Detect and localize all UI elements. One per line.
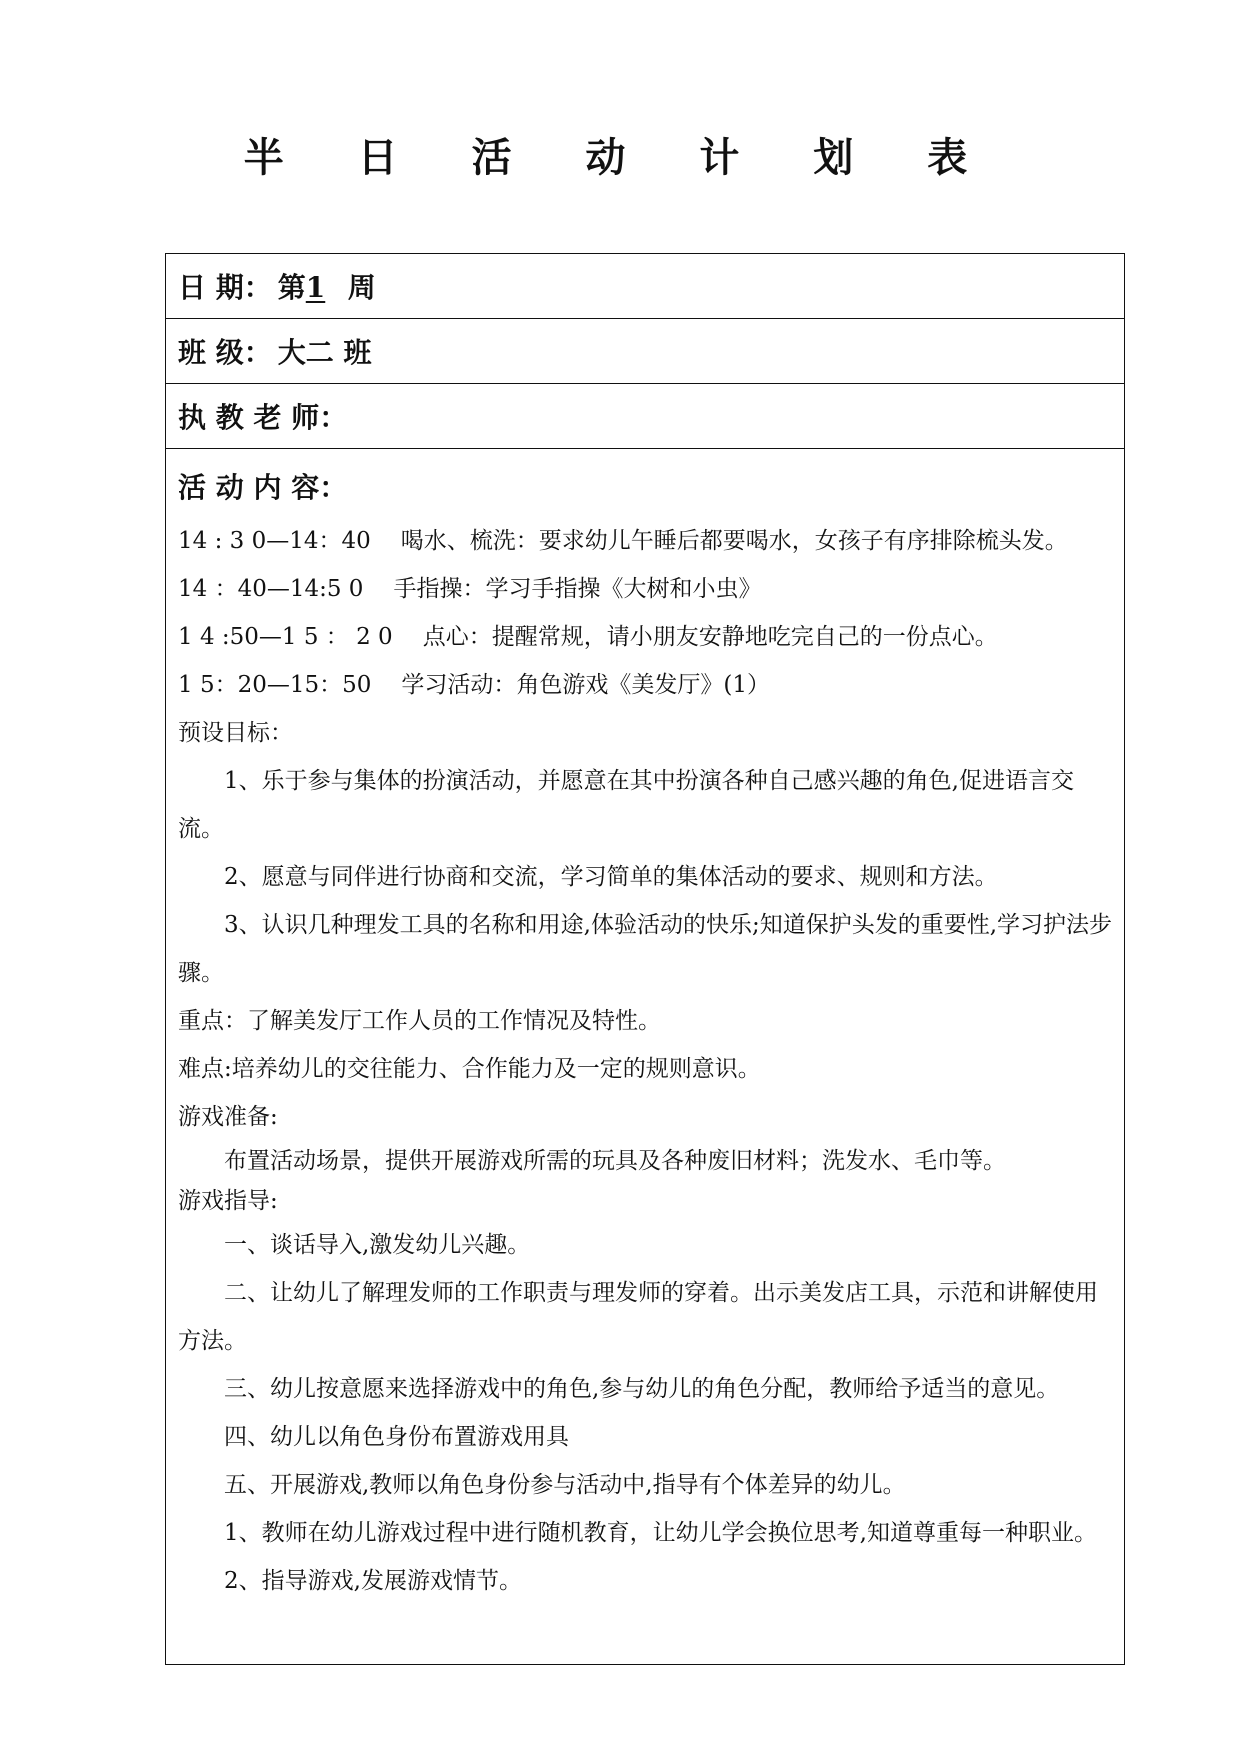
date-suffix: 周 <box>347 271 376 304</box>
plan-table <box>165 253 1125 1665</box>
content-heading: 活 动 内 容： <box>178 471 348 504</box>
goal-item: 3、认识几种理发工具的名称和用途,体验活动的快乐;知道保护头发的重要性,学习护法步骤。 <box>178 912 1113 986</box>
prep-text: 布置活动场景，提供开展游戏所需的玩具及各种废旧材料；洗发水、毛巾等。 <box>224 1148 1006 1174</box>
teacher-row <box>166 384 1124 449</box>
class-row <box>166 319 1124 384</box>
schedule-text: 喝水、梳洗：要求幼儿午睡后都要喝水，女孩子有序排除梳头发。 <box>400 528 1068 554</box>
page-title: 半 日 活 动 计 划 表 <box>243 134 998 181</box>
teacher-label: 执 教 老 师： <box>178 401 348 434</box>
schedule-time: 14 : 3 0—14：40 <box>178 528 371 554</box>
schedule-item <box>178 565 1112 613</box>
guide-item: 2、指导游戏,发展游戏情节。 <box>224 1568 522 1594</box>
date-prefix: 第 <box>277 271 306 304</box>
guide-item: 五、开展游戏,教师以角色身份参与活动中,指导有个体差异的幼儿。 <box>224 1472 906 1498</box>
guide-item: 二、让幼儿了解理发师的工作职责与理发师的穿着。出示美发店工具，示范和讲解使用方法。 <box>178 1280 1098 1354</box>
schedule-time: 1 4 :50—1 5 ： 2 0 <box>178 624 393 650</box>
goal-item: 2、愿意与同伴进行协商和交流，学习简单的集体活动的要求、规则和方法。 <box>224 864 998 890</box>
activity-content <box>166 449 1124 1664</box>
guide-item: 一、谈话导入,激发幼儿兴趣。 <box>224 1232 531 1258</box>
guide-label: 游戏指导: <box>178 1188 278 1214</box>
class-label: 班 级： <box>178 336 272 369</box>
guide-item: 四、幼儿以角色身份布置游戏用具 <box>224 1424 569 1450</box>
class-value: 大二 班 <box>277 336 372 369</box>
prep-label: 游戏准备: <box>178 1104 278 1130</box>
schedule-item <box>178 517 1112 565</box>
date-value <box>278 266 376 306</box>
date-label: 日 期： <box>178 271 272 304</box>
schedule-time: 14 ：40—14:5 0 <box>178 576 364 602</box>
goals-label: 预设目标： <box>178 720 293 746</box>
guide-item: 三、幼儿按意愿来选择游戏中的角色,参与幼儿的角色分配，教师给予适当的意见。 <box>224 1376 1060 1402</box>
schedule-text: 学习活动：角色游戏《美发厅》(1） <box>401 672 770 698</box>
schedule-item <box>178 661 1112 709</box>
difficulty: 难点:培养幼儿的交往能力、合作能力及一定的规则意识。 <box>178 1056 761 1082</box>
schedule-item <box>178 613 1112 661</box>
date-row <box>166 254 1124 319</box>
week-number: 1 <box>305 271 326 304</box>
schedule-text: 点心：提醒常规，请小朋友安静地吃完自己的一份点心。 <box>422 624 998 650</box>
goal-item: 1、乐于参与集体的扮演活动，并愿意在其中扮演各种自己感兴趣的角色,促进语言交流。 <box>178 768 1074 842</box>
key-point: 重点：了解美发厅工作人员的工作情况及特性。 <box>178 1008 661 1034</box>
schedule-text: 手指操：学习手指操《大树和小虫》 <box>393 576 762 602</box>
guide-item: 1、教师在幼儿游戏过程中进行随机教育，让幼儿学会换位思考,知道尊重每一种职业。 <box>224 1520 1097 1546</box>
schedule-time: 1 5：20—15：50 <box>178 672 372 698</box>
